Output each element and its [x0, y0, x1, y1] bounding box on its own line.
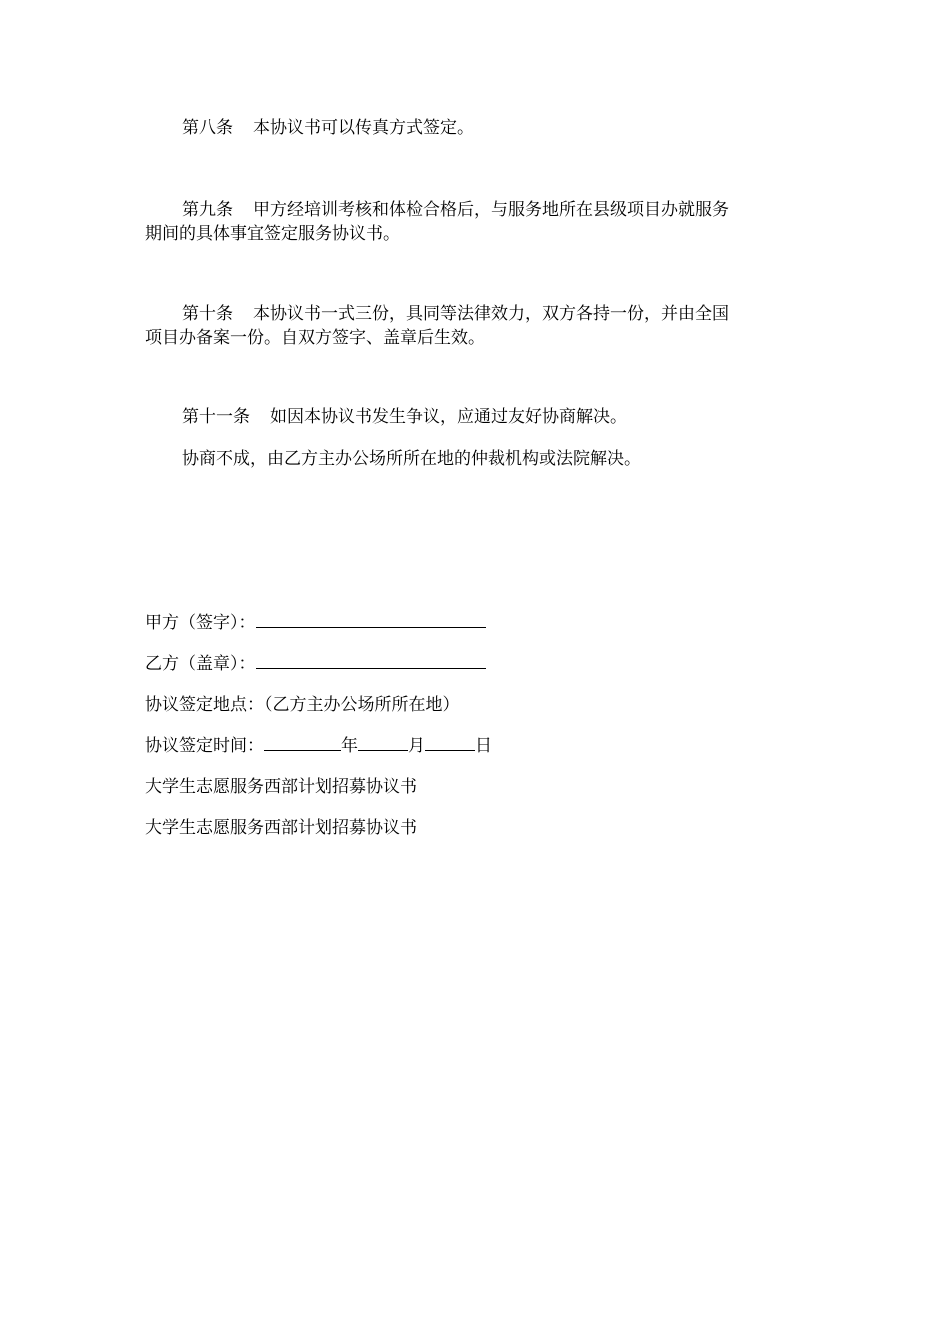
- signing-time: [145, 734, 800, 759]
- footer-title-1: 大学生志愿服务西部计划招募协议书: [145, 777, 417, 797]
- article-9-label: 第九条: [182, 200, 233, 220]
- signing-place: [145, 693, 800, 718]
- article-9-line-2: 期间的具体事宜签定服务协议书。: [145, 224, 400, 244]
- year-blank: [264, 734, 341, 751]
- day-blank: [425, 734, 475, 751]
- article-9-text-1: 甲方经培训考核和体检合格后，与服务地所在县级项目办就服务: [253, 200, 729, 220]
- signing-time-label: 协议签定时间：: [145, 736, 264, 756]
- article-10-label: 第十条: [182, 304, 233, 324]
- article-8-text: 本协议书可以传真方式签定。: [253, 118, 474, 138]
- footer-title-2: 大学生志愿服务西部计划招募协议书: [145, 818, 417, 838]
- day-label: 日: [475, 736, 492, 756]
- article-10-line-2: 项目办备案一份。自双方签字、盖章后生效。: [145, 328, 485, 348]
- article-11-text-1: 如因本协议书发生争议，应通过友好协商解决。: [270, 407, 627, 427]
- article-11-label: 第十一条: [182, 407, 250, 427]
- month-blank: [358, 734, 408, 751]
- party-b-blank: [256, 652, 486, 669]
- month-label: 月: [408, 736, 425, 756]
- party-a-label: 甲方（签字）：: [145, 613, 256, 633]
- party-a-signature: [145, 611, 800, 636]
- article-10-text-1: 本协议书一式三份，具同等法律效力，双方各持一份，并由全国: [253, 304, 729, 324]
- signing-place-label: 协议签定地点：: [145, 695, 264, 715]
- signing-place-value: （乙方主办公场所所在地）: [264, 695, 460, 715]
- article-11-line-1: [145, 405, 837, 430]
- year-label: 年: [341, 736, 358, 756]
- party-b-seal: [145, 652, 800, 677]
- article-9-line-1: [145, 198, 837, 223]
- article-8: [145, 116, 837, 141]
- article-10-line-1: [145, 302, 837, 327]
- party-b-label: 乙方（盖章）：: [145, 654, 256, 674]
- article-8-label: 第八条: [182, 118, 233, 138]
- party-a-blank: [256, 611, 486, 628]
- article-11-line-2: 协商不成，由乙方主办公场所所在地的仲裁机构或法院解决。: [182, 449, 641, 469]
